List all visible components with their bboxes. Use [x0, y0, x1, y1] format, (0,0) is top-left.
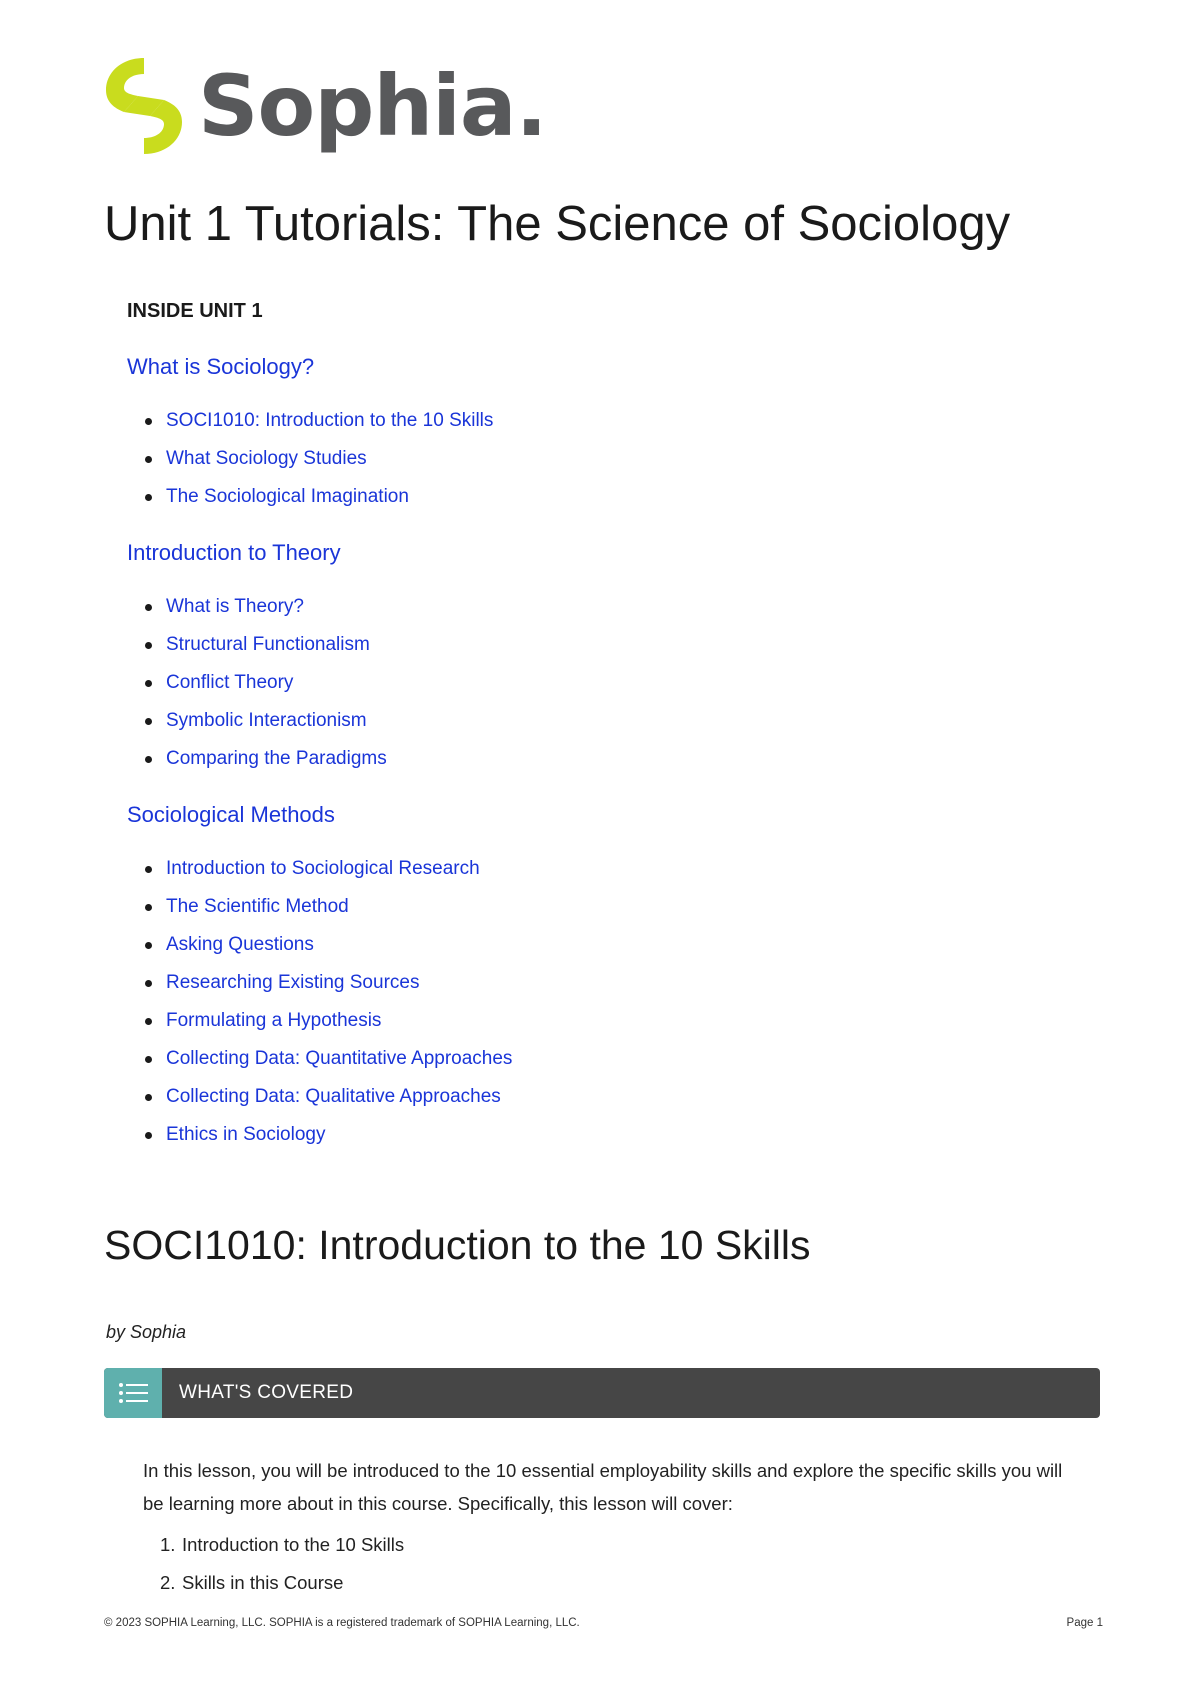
lesson-intro-paragraph: In this lesson, you will be introduced to the 10 essential employability skills and explore the specific skills you will be learning more about in this course. Specifically, this lesson will cover:: [143, 1460, 1063, 1514]
bullet-icon: [145, 642, 152, 649]
bullet-icon: [145, 1018, 152, 1025]
bullet-icon: [145, 756, 152, 763]
toc-item-link[interactable]: Conflict Theory: [127, 664, 1127, 702]
unit-title: Unit 1 Tutorials: The Science of Sociology: [104, 197, 1011, 251]
covered-topics-list: [160, 1526, 404, 1602]
covered-topic-item: 1. Introduction to the 10 Skills: [160, 1534, 405, 1555]
bullet-icon: [145, 1094, 152, 1101]
toc-item-link[interactable]: What is Theory?: [127, 588, 1127, 626]
toc-item-link[interactable]: Introduction to Sociological Research: [127, 850, 1127, 888]
toc-section-introduction-to-theory: [127, 536, 1127, 778]
toc-item-link[interactable]: What Sociology Studies: [127, 440, 1127, 478]
covered-topic-item: 2. Skills in this Course: [160, 1572, 344, 1593]
bullet-icon: [145, 980, 152, 987]
toc-item-link[interactable]: The Sociological Imagination: [127, 478, 1127, 516]
bullet-icon: [145, 904, 152, 911]
sophia-logo: [104, 56, 547, 156]
toc-heading-link[interactable]: Introduction to Theory: [127, 540, 341, 565]
toc-item-link[interactable]: SOCI1010: Introduction to the 10 Skills: [127, 402, 1127, 440]
toc-item-link[interactable]: Collecting Data: Qualitative Approaches: [127, 1078, 1127, 1116]
toc-item-link[interactable]: Comparing the Paradigms: [127, 740, 1127, 778]
whats-covered-label: WHAT'S COVERED: [179, 1382, 354, 1403]
inside-unit-label: INSIDE UNIT 1: [127, 300, 263, 322]
bullet-icon: [145, 456, 152, 463]
sophia-logo-mark-icon: [104, 56, 184, 156]
bullet-icon: [145, 866, 152, 873]
logo-wordmark: Sophia.: [198, 57, 547, 155]
bullet-icon: [145, 494, 152, 501]
toc-item-link[interactable]: Structural Functionalism: [127, 626, 1127, 664]
toc-item-link[interactable]: Researching Existing Sources: [127, 964, 1127, 1002]
page-number: Page 1: [1066, 1617, 1103, 1629]
bullet-icon: [145, 1056, 152, 1063]
toc-section-what-is-sociology: [127, 350, 1127, 516]
footer-copyright: © 2023 SOPHIA Learning, LLC. SOPHIA is a registered trademark of SOPHIA Learning, LLC.: [104, 1617, 580, 1629]
bullet-icon: [145, 718, 152, 725]
toc-heading-link[interactable]: What is Sociology?: [127, 354, 315, 379]
toc-item-link[interactable]: The Scientific Method: [127, 888, 1127, 926]
bullet-icon: [145, 680, 152, 687]
bullet-icon: [145, 942, 152, 949]
list-icon: [104, 1368, 162, 1418]
toc-section-sociological-methods: [127, 798, 1127, 1154]
bullet-icon: [145, 1132, 152, 1139]
bullet-icon: [145, 604, 152, 611]
toc-item-link[interactable]: Asking Questions: [127, 926, 1127, 964]
toc-item-link[interactable]: Symbolic Interactionism: [127, 702, 1127, 740]
unit-table-of-contents: [127, 350, 1127, 1174]
toc-item-link[interactable]: Collecting Data: Quantitative Approaches: [127, 1040, 1127, 1078]
toc-item-link[interactable]: Ethics in Sociology: [127, 1116, 1127, 1154]
bullet-icon: [145, 418, 152, 425]
byline: by Sophia: [106, 1322, 187, 1342]
whats-covered-banner: [104, 1368, 1100, 1418]
lesson-title: SOCI1010: Introduction to the 10 Skills: [104, 1222, 811, 1268]
toc-heading-link[interactable]: Sociological Methods: [127, 802, 335, 827]
toc-item-link[interactable]: Formulating a Hypothesis: [127, 1002, 1127, 1040]
